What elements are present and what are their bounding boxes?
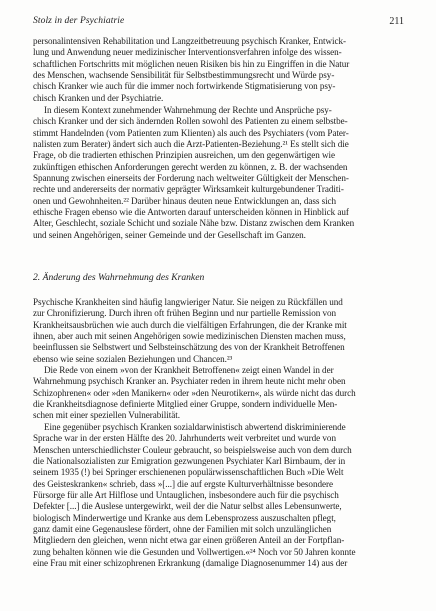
paragraph-2: [33, 105, 404, 241]
text-line: biologisch Minderwertige und Kranke aus dem Lebensprozess auszuschalten pflegt,: [33, 512, 336, 523]
text-line: zukünftigen ethischen Anforderungen gerecht werden zu können, z. B. der wachsenden: [33, 161, 348, 172]
paragraph-5: [33, 422, 404, 569]
text-line: Sprache war in der ersten Hälfte des 20. Jahrhunderts weit verbreitet und wurde von: [33, 433, 336, 444]
text-line: ihnen, aber auch mit seinen Angehörigen sowie medizinischen Diensten machen muss,: [33, 331, 346, 342]
text-line: Wahrnehmung psychisch Kranker an. Psychiater reden in ihrem heute nicht mehr oben: [33, 376, 346, 387]
text-line: personalintensiven Rehabilitation und Langzeitbetreuung psychisch Kranker, Entwick-: [33, 36, 346, 46]
text-line: des Geisteskranken« schrieb, dass »[...] die auf ergste Kulturverhältnisse besondere: [33, 478, 333, 489]
text-line: zur Chronifizierung. Durch ihren oft frühen Beginn und nur partielle Remission von: [33, 308, 337, 319]
text-line: schen mit einer speziellen Vulnerabilität.: [33, 410, 180, 421]
text-line: zung behalten können wie die Gesunden und Vollwertigen.«²⁴ Noch vor 50 Jahren konnte: [33, 546, 356, 557]
text-line: ebenso wie seine sozialen Beziehungen und Chancen.²³: [33, 353, 233, 364]
text-line: Spannung zwischen einerseits der Forderung nach weltweiter Gültigkeit der Menschen-: [33, 173, 349, 184]
text-line: Schizophrenen« oder »den Manikern« oder »den Neurotikern«, als würde nicht das durch: [33, 387, 356, 398]
running-head-title: Stolz in der Psychiatrie: [33, 16, 125, 26]
text-line: Krankheitsausbrüchen wie auch durch die vielfältigen Erfahrungen, die der Kranke mit: [33, 319, 347, 330]
text-line: Eine gegenüber psychisch Kranken sozialdarwinistisch abwertend diskriminierende: [44, 422, 346, 432]
section-heading: 2. Änderung des Wahrnehmung des Kranken: [33, 272, 205, 283]
page-number: 211: [389, 16, 404, 27]
text-line: nalisten zum Berater) ändert sich auch die Arzt-Patienten-Beziehung.²¹ Es stellt sich die: [33, 139, 349, 150]
text-line: Fürsorge für alle Art Hilflose und Untauglichen, insbesondere auch für die psychisch: [33, 490, 339, 501]
text-line: Defekter [...] die Auslese untergewirkt, weil der die Natur selbst alles Lebensunwerte,: [33, 501, 342, 512]
text-line: Psychische Krankheiten sind häufig langwieriger Natur. Sie neigen zu Rückfällen und: [33, 297, 343, 307]
text-line: chisch Kranker wie auch für die immer noch fortwirkende Stigmatisierung von psy-: [33, 81, 336, 92]
text-line: schaftlichen Fortschritts mit möglichen neuen Risiken bis hin zu Eingriffen in die Natur: [33, 58, 350, 69]
text-line: ganz damit eine Gegenauslese fördert, ohne der Familien mit solch unzulänglichen: [33, 524, 332, 535]
text-line: ethische Fragen ebenso wie die Antworten darauf unterscheiden können in Hinblick auf: [33, 207, 349, 218]
text-line: des Menschen, wachsende Sensibilität für Selbstbestimmungsrecht und Würde psy-: [33, 70, 335, 81]
text-line: lung und Anwendung neuer medizinischer Interventionsverfahren infolge des wissen-: [33, 47, 342, 58]
paragraph-3: [33, 297, 404, 365]
text-line: Frage, ob die tradierten ethischen Prinzipien ausreichen, um den gegenwärtigen wie: [33, 150, 335, 161]
text-line: eine Frau mit einer schizophrenen Erkrankung (damalige Diagnosenummer 14) aus der: [33, 558, 348, 569]
text-line: stimmt Handelnden (vom Patienten zum Klienten) als auch des Psychiaters (vom Pater-: [33, 127, 349, 138]
text-line: seinem 1935 (!) bei Springer erschienenen populärwissenschaftlichen Buch »Die Welt: [33, 467, 344, 478]
text-line: die Krankheitsdiagnose definierte Mitglied einer Gruppe, sondern individuelle Men-: [33, 399, 338, 410]
paragraph-4: [33, 365, 404, 422]
text-line: rechte und andererseits der normativ geprägter Wirksamkeit kulturgebundener Traditi-: [33, 184, 344, 195]
text-line: Mitgliedern den gleichen, wenn nicht etwa gar einen größeren Anteil an der Fortpflan-: [33, 535, 345, 546]
paragraph-1: [33, 36, 404, 104]
text-line: beeinflussen sie Selbstwert und Selbsteinschätzung des von der Krankheit Betroffenen: [33, 342, 345, 353]
text-line: Die Rede von einem »von der Krankheit Betroffenen« zeigt einen Wandel in der: [44, 365, 334, 375]
text-line: chisch Kranker und der sich ändernden Rollen sowohl des Patienten zu einem selbstbe-: [33, 116, 348, 127]
text-line: onen und Gewohnheiten.²² Darüber hinaus deuten neue Entwicklungen an, dass sich: [33, 195, 337, 206]
running-head: [33, 16, 404, 30]
text-line: In diesem Kontext zunehmender Wahrnehmung der Rechte und Ansprüche psy-: [44, 105, 332, 115]
text-line: und seinen Angehörigen, seiner Gemeinde und der Gesellschaft im Ganzen.: [33, 229, 306, 240]
text-line: chisch Kranken und der Psychiatrie.: [33, 92, 164, 103]
text-line: Menschen unterschiedlichster Couleur gebraucht, so beispielsweise auch von dem durch: [33, 444, 352, 455]
text-line: die Nationalsozialisten zur Emigration gezwungenen Psychiater Karl Birnbaum, der in: [33, 456, 346, 467]
text-line: Alter, Geschlecht, soziale Schicht und soziale Nähe bzw. Distanz zwischen dem Kranken: [33, 218, 355, 229]
